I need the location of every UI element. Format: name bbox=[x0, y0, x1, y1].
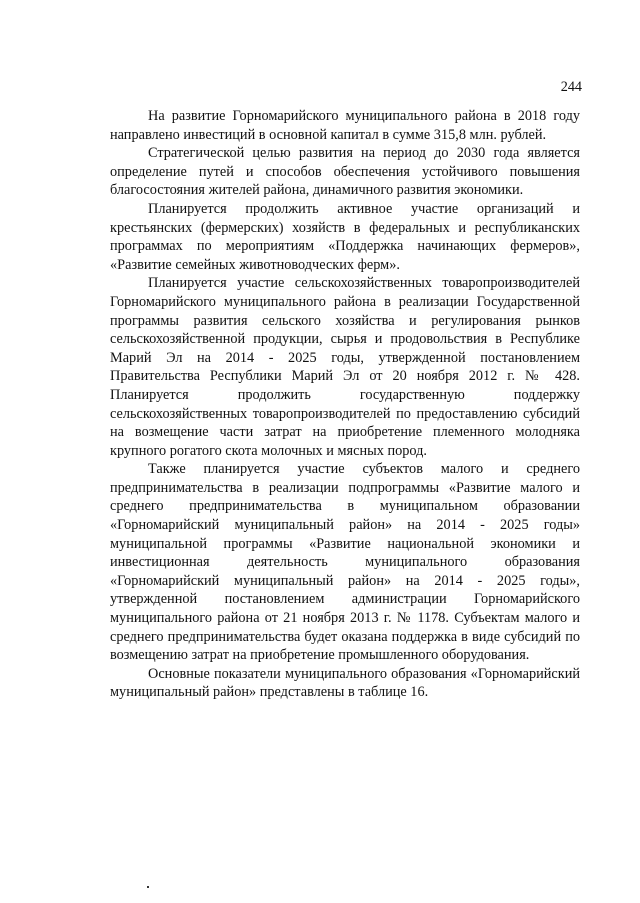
paragraph-investment: На развитие Горномарийского муниципального района в 2018 году направлено инвестиций в основной капитал в сумме 315,8 млн. рублей. bbox=[110, 108, 580, 143]
paragraph-farmer-programs: Планируется продолжить активное участие организаций и крестьянских (фермерских) хозяйств в федеральных и республиканских программах по мероприятиям «Поддержка начинающих фермеров», «Развитие семейных животноводческих ферм». bbox=[110, 200, 580, 273]
scan-dot-mark bbox=[147, 886, 149, 888]
paragraph-indicators-reference: Основные показатели муниципального образования «Горномарийский муниципальный район» представлены в таблице 16. bbox=[110, 665, 580, 701]
paragraph-strategic-goal: Стратегической целью развития на период до 2030 года является определение путей и способов обеспечения устойчивого повышения благосостояния жителей района, динамичного развития экономики. bbox=[110, 145, 580, 199]
page-number: 244 bbox=[560, 79, 582, 95]
paragraph-agriculture-program: Планируется участие сельскохозяйственных товаропроизводителей Горномарийского муниципального района в реализации Государственной программы развития сельского хозяйства и регулирования рынков сельскохозяйственной продукции, сырья и продовольствия в Республике Марий Эл на 2014 - 2025 годы, утвержденной постановлением Правительства Республики Марий Эл от 20 ноября 2012 г. № 428. Планируется продолжить государственную поддержку сельскохозяйственных товаропроизводителей по предоставлению субсидий на возмещение части затрат на приобретение племенного молодняка крупного рогатого скота молочных и мясных пород. bbox=[110, 275, 580, 459]
document-body bbox=[110, 107, 580, 702]
paragraph-small-business: Также планируется участие субъектов малого и среднего предпринимательства в реализации подпрограммы «Развитие малого и среднего предпринимательства в муниципальном образовании «Горномарийский муниципальный район» на 2014 - 2025 годы» муниципальной программы «Развитие национальной экономики и инвестиционная деятельность муниципального образования «Горномарийский муниципальный район» на 2014 - 2025 годы», утвержденной постановлением администрации Горномарийского муниципального района от 21 ноября 2013 г. № 1178. Субъектам малого и среднего предпринимательства будет оказана поддержка в виде субсидий по возмещению затрат на приобретение промышленного оборудования. bbox=[110, 461, 580, 664]
